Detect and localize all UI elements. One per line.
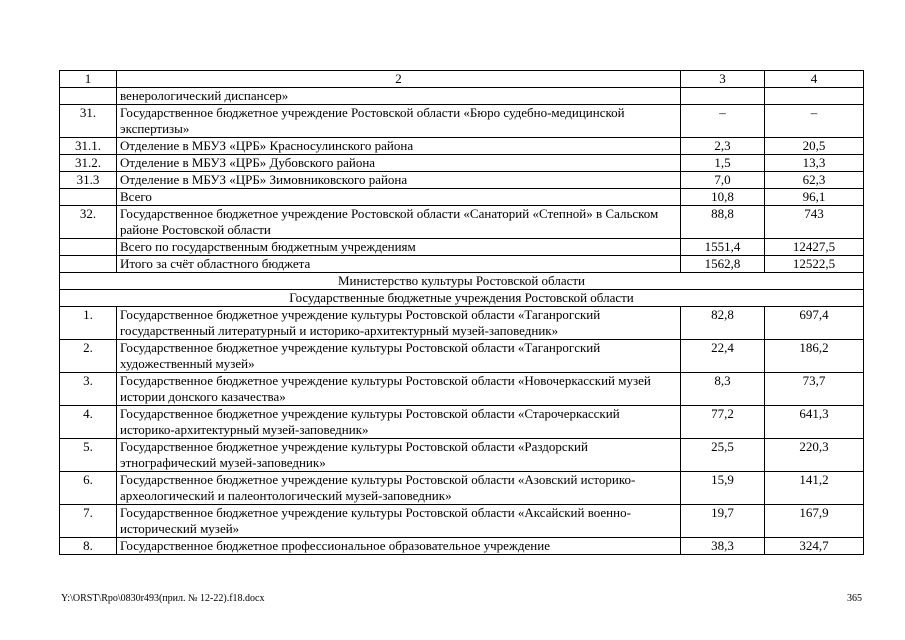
table-row (60, 88, 864, 105)
row-value-col3: 82,8 (681, 307, 765, 340)
row-value-col3: 1562,8 (681, 256, 765, 273)
row-value-col4: 73,7 (765, 373, 864, 406)
table-row (60, 505, 864, 538)
row-value-col3: 19,7 (681, 505, 765, 538)
row-value-col3: 15,9 (681, 472, 765, 505)
table-row (60, 538, 864, 555)
row-number: 31.1. (60, 138, 117, 155)
section-heading-row (60, 273, 864, 290)
row-number (60, 239, 117, 256)
row-value-col4: 186,2 (765, 340, 864, 373)
header-col-3: 3 (681, 71, 765, 88)
row-name: Государственное бюджетное учреждение Ростовской области «Бюро судебно-медицинской экспертизы» (117, 105, 681, 138)
row-name: Государственное бюджетное учреждение культуры Ростовской области «Азовский историко-археологический и палеонтологический музей-заповедник» (117, 472, 681, 505)
row-number (60, 256, 117, 273)
table-row (60, 373, 864, 406)
row-name: Всего по государственным бюджетным учреждениям (117, 239, 681, 256)
header-col-2: 2 (117, 71, 681, 88)
header-row (60, 71, 864, 88)
section-heading: Министерство культуры Ростовской области (60, 273, 864, 290)
row-name: Государственное бюджетное учреждение культуры Ростовской области «Аксайский военно-исторический музей» (117, 505, 681, 538)
footer-page-number: 365 (847, 593, 862, 604)
row-number: 32. (60, 206, 117, 239)
table-row (60, 189, 864, 206)
row-value-col4: 324,7 (765, 538, 864, 555)
row-value-col3: 25,5 (681, 439, 765, 472)
table-row (60, 406, 864, 439)
row-value-col3: 38,3 (681, 538, 765, 555)
row-name: Итого за счёт областного бюджета (117, 256, 681, 273)
table-row (60, 472, 864, 505)
row-value-col3: 1551,4 (681, 239, 765, 256)
row-value-col3: 7,0 (681, 172, 765, 189)
row-name: Государственное бюджетное учреждение культуры Ростовской области «Таганрогский государственный литературный и историко-архитектурный музей-заповедник» (117, 307, 681, 340)
row-number: 31.3 (60, 172, 117, 189)
row-name: Государственное бюджетное учреждение культуры Ростовской области «Новочеркасский музей истории донского казачества» (117, 373, 681, 406)
row-value-col4: 13,3 (765, 155, 864, 172)
row-value-col3: 22,4 (681, 340, 765, 373)
row-value-col4: 743 (765, 206, 864, 239)
table-row (60, 172, 864, 189)
row-number: 4. (60, 406, 117, 439)
row-name: Государственное бюджетное учреждение культуры Ростовской области «Раздорский этнографический музей-заповедник» (117, 439, 681, 472)
table-row (60, 439, 864, 472)
row-name: венерологический диспансер» (117, 88, 681, 105)
row-number: 8. (60, 538, 117, 555)
row-value-col3: 2,3 (681, 138, 765, 155)
table-row (60, 239, 864, 256)
table-row (60, 138, 864, 155)
row-value-col4: – (765, 105, 864, 138)
row-number: 1. (60, 307, 117, 340)
row-value-col4: 641,3 (765, 406, 864, 439)
footer-file-path: Y:\ORST\Rpo\0830r493(прил. № 12-22).f18.docx (61, 593, 265, 604)
row-name: Отделение в МБУЗ «ЦРБ» Дубовского района (117, 155, 681, 172)
row-value-col4: 62,3 (765, 172, 864, 189)
table-row (60, 155, 864, 172)
row-value-col4: 697,4 (765, 307, 864, 340)
row-value-col3: 77,2 (681, 406, 765, 439)
row-number: 7. (60, 505, 117, 538)
header-col-1: 1 (60, 71, 117, 88)
row-number: 31. (60, 105, 117, 138)
row-name: Государственное бюджетное профессиональное образовательное учреждение (117, 538, 681, 555)
budget-table (59, 70, 864, 555)
row-value-col3: 1,5 (681, 155, 765, 172)
row-number: 5. (60, 439, 117, 472)
row-value-col3: 88,8 (681, 206, 765, 239)
row-number (60, 189, 117, 206)
row-name: Отделение в МБУЗ «ЦРБ» Зимовниковского района (117, 172, 681, 189)
row-name: Отделение в МБУЗ «ЦРБ» Красносулинского района (117, 138, 681, 155)
row-value-col3: – (681, 105, 765, 138)
row-number: 3. (60, 373, 117, 406)
header-col-4: 4 (765, 71, 864, 88)
table-row (60, 206, 864, 239)
row-value-col4: 96,1 (765, 189, 864, 206)
row-value-col4: 220,3 (765, 439, 864, 472)
row-value-col3: 10,8 (681, 189, 765, 206)
table-row (60, 256, 864, 273)
row-name: Государственное бюджетное учреждение культуры Ростовской области «Таганрогский художественный музей» (117, 340, 681, 373)
row-value-col4: 12522,5 (765, 256, 864, 273)
table-row (60, 105, 864, 138)
row-value-col4: 20,5 (765, 138, 864, 155)
table-body (60, 71, 864, 555)
row-number: 31.2. (60, 155, 117, 172)
row-value-col3: 8,3 (681, 373, 765, 406)
row-value-col4: 12427,5 (765, 239, 864, 256)
row-name: Государственное бюджетное учреждение культуры Ростовской области «Старочеркасский историко-архитектурный музей-заповедник» (117, 406, 681, 439)
section-heading: Государственные бюджетные учреждения Ростовской области (60, 290, 864, 307)
row-name: Всего (117, 189, 681, 206)
row-value-col4: 141,2 (765, 472, 864, 505)
table-row (60, 340, 864, 373)
table-row (60, 307, 864, 340)
row-name: Государственное бюджетное учреждение Ростовской области «Санаторий «Степной» в Сальском районе Ростовской области (117, 206, 681, 239)
section-heading-row (60, 290, 864, 307)
row-number: 6. (60, 472, 117, 505)
row-value-col4: 167,9 (765, 505, 864, 538)
row-value-col4 (765, 88, 864, 105)
row-number (60, 88, 117, 105)
row-number: 2. (60, 340, 117, 373)
row-value-col3 (681, 88, 765, 105)
